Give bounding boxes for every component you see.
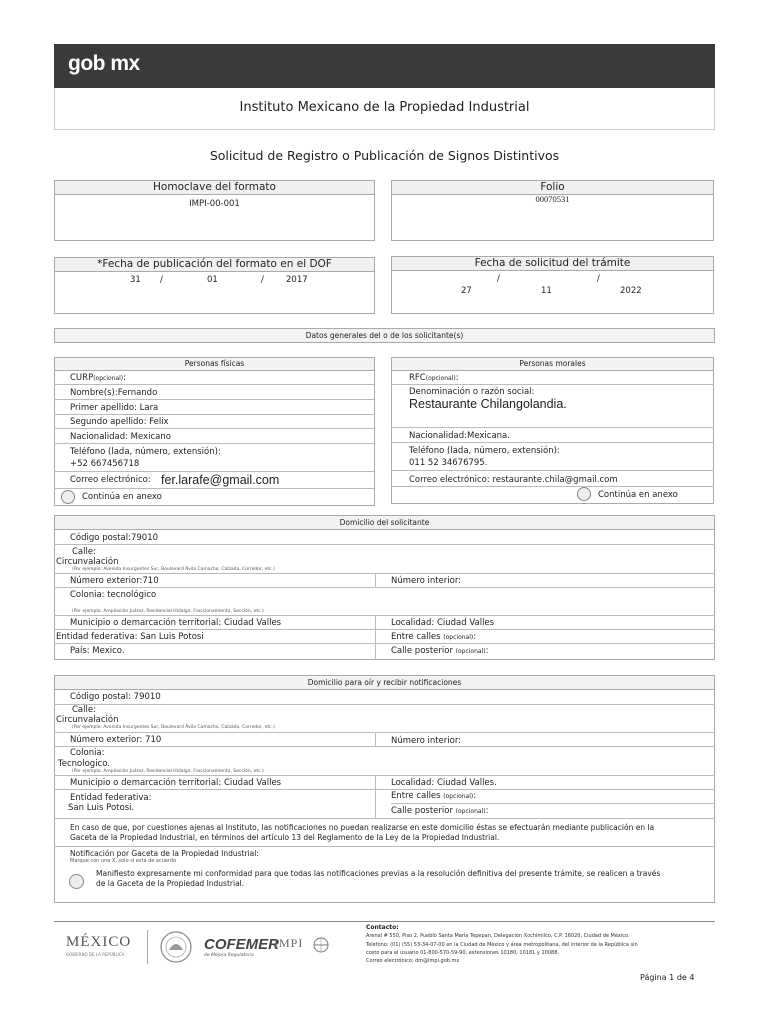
calle-posterior-solicitante-field[interactable]: Calle posterior (opcional): xyxy=(391,646,489,656)
denominacion-label: Denominación o razón social: xyxy=(409,387,535,397)
homoclave-label: Homoclave del formato xyxy=(54,180,375,195)
fecha-solicitud-month: 11 xyxy=(541,286,552,296)
calle-notif-hint: (Por ejemplo: Avenida Insurgentes Sur, Boulevard Ávila Camacho, Calzada, Corredor, etc.) xyxy=(72,725,275,730)
colonia-solicitante-field[interactable]: Colonia: tecnológico xyxy=(70,590,157,600)
rfc-field[interactable]: RFC(opcional): xyxy=(409,373,459,383)
fecha-dof-label: *Fecha de publicación del formato en el DOF xyxy=(54,257,375,272)
gaceta-title: Notificación por Gaceta de la Propiedad Industrial: xyxy=(70,849,259,858)
aviso-text-2: Gaceta de la Propiedad Industrial, en términos del artículo 13 del Reglamento de la Ley de la Propiedad Industrial. xyxy=(70,833,500,842)
personas-morales-header: Personas morales xyxy=(391,357,714,371)
correo-fisica-field[interactable]: fer.larafe@gmail.com xyxy=(161,473,280,487)
escudo-icon xyxy=(156,930,196,964)
contacto-title: Contacto: xyxy=(366,924,399,931)
personas-fisicas-header: Personas físicas xyxy=(54,357,375,371)
entidad-solicitante-field[interactable]: Entidad federativa: San Luis Potosi xyxy=(56,632,204,642)
num-ext-solicitante-field[interactable]: Número exterior:710 xyxy=(70,576,159,586)
calle-posterior-notif-field[interactable]: Calle posterior (opcional): xyxy=(391,806,489,816)
nombre-field[interactable]: Nombre(s):Fernando xyxy=(70,388,158,398)
anexo-fisica-radio[interactable] xyxy=(61,490,75,504)
impi-logo-text: IMPI xyxy=(274,936,304,950)
anexo-fisica-label: Continúa en anexo xyxy=(82,492,162,502)
page-number: Página 1 de 4 xyxy=(640,973,695,982)
fecha-dof-sep2: / xyxy=(261,275,264,285)
nacionalidad-moral-field[interactable]: Nacionalidad:Mexicana. xyxy=(409,431,510,441)
municipio-solicitante-field[interactable]: Municipio o demarcación territorial: Ciudad Valles xyxy=(70,618,282,628)
pais-solicitante-field[interactable]: País: Mexico. xyxy=(70,646,125,656)
telefono-fisica-field[interactable]: +52 667456718 xyxy=(70,459,140,469)
nacionalidad-fisica-field[interactable]: Nacionalidad: Mexicano xyxy=(70,432,171,442)
cofemer-logo: COFEMER xyxy=(204,936,279,953)
anexo-moral-label: Continúa en anexo xyxy=(598,490,678,500)
primer-apellido-field[interactable]: Primer apellido: Lara xyxy=(70,403,159,413)
calle-solicitante-field[interactable]: Circunvalación xyxy=(56,557,119,567)
manifiesto-text-2: de la Gaceta de la Propiedad Industrial. xyxy=(96,879,245,888)
footer-divider xyxy=(54,921,715,922)
num-int-notif-field[interactable]: Número interior: xyxy=(391,736,462,746)
telefono-fisica-label: Teléfono (lada, número, extensión): xyxy=(70,447,221,457)
fecha-dof-sep1: / xyxy=(160,275,163,285)
manifiesto-text-1: Manifiesto expresamente mi conformidad para que todas las notificaciones previas a la resolución definitiva del presente trámite, se realicen a través xyxy=(96,869,661,878)
entidad-notif-field[interactable]: San Luis Potosi. xyxy=(68,803,135,813)
colonia-notif-label: Colonia: xyxy=(70,748,105,758)
impi-logo-icon xyxy=(308,936,334,954)
entre-calles-solicitante-field[interactable]: Entre calles (opcional): xyxy=(391,632,477,642)
folio-value: 00070531 xyxy=(535,194,570,204)
contacto-phone: Teléfono: (01) (55) 53-34-07-00 en la Ciudad de México y área metropolitana, del interior de la República sin xyxy=(366,942,638,948)
colonia-solicitante-hint: (Por ejemplo: Ampliación Juárez, Residencial Hidalgo, Fraccionamiento, Sección, etc.) xyxy=(72,609,264,614)
homoclave-value: IMPI-00-001 xyxy=(189,199,240,209)
domicilio-header: Domicilio del solicitante xyxy=(54,515,715,530)
colonia-notif-field[interactable]: Tecnologico. xyxy=(58,759,110,769)
gobmx-logo: gob mx xyxy=(68,52,140,75)
fecha-dof-month: 01 xyxy=(207,275,218,285)
contacto-address: Arenal # 550, Piso 2, Pueblo Santa María Tepepan, Delegación Xochimilco, C.P. 16020, Ciudad de México. xyxy=(366,933,630,939)
cp-notif-field[interactable]: Código postal: 79010 xyxy=(70,692,161,702)
contacto-email: Correo electrónico: dm@impi.gob.mx xyxy=(366,958,460,964)
calle-solicitante-label: Calle: xyxy=(72,547,96,557)
cp-solicitante-field[interactable]: Código postal:79010 xyxy=(70,533,159,543)
telefono-moral-field[interactable]: 011 52 34676795. xyxy=(409,458,488,468)
localidad-solicitante-field[interactable]: Localidad: Ciudad Valles xyxy=(391,618,495,628)
colonia-notif-hint: (Por ejemplo: Ampliación Juárez, Residencial Hidalgo, Fraccionamiento, Sección, etc.) xyxy=(72,769,264,774)
header-bar xyxy=(54,44,715,88)
curp-field[interactable]: CURP(opcional): xyxy=(70,373,127,383)
fecha-solicitud-sep2: / xyxy=(597,274,600,284)
fecha-solicitud-sep1: / xyxy=(497,274,500,284)
num-ext-notif-field[interactable]: Número exterior: 710 xyxy=(70,735,162,745)
notificaciones-header: Domicilio para oír y recibir notificaciones xyxy=(54,675,715,690)
entre-calles-notif-field[interactable]: Entre calles (opcional): xyxy=(391,791,477,801)
aviso-text-1: En caso de que, por cuestiones ajenas al Instituto, las notificaciones no puedan realizarse en este domicilio éstas se efectuarán mediante publicación en la xyxy=(70,823,655,832)
fecha-dof-day: 31 xyxy=(130,275,141,285)
fecha-solicitud-label: Fecha de solicitud del trámite xyxy=(391,256,714,271)
form-title: Solicitud de Registro o Publicación de Signos Distintivos xyxy=(209,148,560,163)
correo-moral-field[interactable]: Correo electrónico: restaurante.chila@gmail.com xyxy=(409,475,618,485)
calle-notif-field[interactable]: Circunvalación xyxy=(56,715,119,725)
anexo-moral-radio[interactable] xyxy=(577,487,591,501)
contacto-phone-2: costo para el usuario 01-800-570-59-90, extensiones 10180, 10181 y 10088. xyxy=(366,950,559,956)
datos-generales-header: Datos generales del o de los solicitante(s) xyxy=(54,328,715,343)
municipio-notif-field[interactable]: Municipio o demarcación territorial: Ciudad Valles xyxy=(70,778,282,788)
mexico-logo-text: MÉXICO xyxy=(66,934,132,950)
entidad-notif-label: Entidad federativa: xyxy=(70,793,152,803)
calle-solicitante-hint: (Por ejemplo: Avenida Insurgentes Sur, Boulevard Ávila Camacho, Calzada, Corredor, etc.) xyxy=(72,567,275,572)
institute-name: Instituto Mexicano de la Propiedad Industrial xyxy=(54,88,715,130)
fecha-solicitud-year: 2022 xyxy=(620,286,642,296)
fecha-solicitud-day: 27 xyxy=(461,286,472,296)
num-int-solicitante-field[interactable]: Número interior: xyxy=(391,576,462,586)
folio-label: Folio xyxy=(391,180,714,195)
correo-fisica-label: Correo electrónico: xyxy=(70,475,151,485)
denominacion-field[interactable]: Restaurante Chilangolandia. xyxy=(409,397,567,411)
fecha-dof-year: 2017 xyxy=(286,275,308,285)
gaceta-hint: Marque con una X, sólo si está de acuerdo xyxy=(70,858,177,864)
gaceta-radio[interactable] xyxy=(69,874,84,889)
cofemer-sub: de Mejora Regulatoria xyxy=(204,953,254,958)
localidad-notif-field[interactable]: Localidad: Ciudad Valles. xyxy=(391,778,497,788)
segundo-apellido-field[interactable]: Segundo apellido: Felix xyxy=(70,417,169,427)
telefono-moral-label: Teléfono (lada, número, extensión): xyxy=(409,446,560,456)
gobierno-text: GOBIERNO DE LA REPÚBLICA xyxy=(66,952,125,957)
calle-notif-label: Calle: xyxy=(72,705,96,715)
fecha-solicitud-box xyxy=(391,270,714,314)
